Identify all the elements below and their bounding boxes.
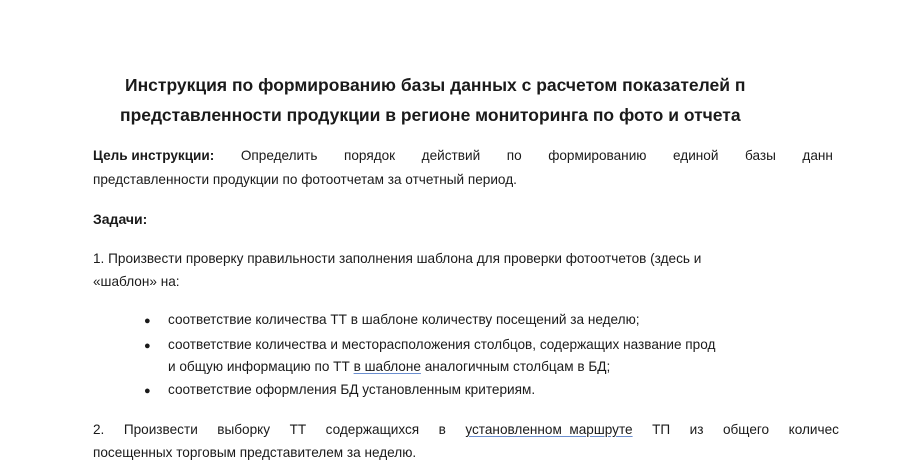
bullet-item-2-text-end: аналогичным столбцам в БД; <box>420 359 611 374</box>
goal-label: Цель инструкции: <box>93 148 215 163</box>
task-2-line-1 <box>93 422 839 437</box>
goal-line-1 <box>93 148 833 163</box>
goal-word: по <box>506 148 522 163</box>
spellcheck-underlined-text: установленном маршруте <box>465 422 633 437</box>
task-2-word: из <box>689 422 704 437</box>
bullet-item-2-line-2 <box>168 359 610 374</box>
goal-word: формированию <box>548 148 647 163</box>
bullet-item-2-line-1: соответствие количества и месторасположения столбцов, содержащих название прод <box>168 337 716 352</box>
spellcheck-underlined-text: в шаблоне <box>353 359 421 374</box>
bullet-dot-icon: ● <box>144 340 151 352</box>
task-2-word: в <box>438 422 446 437</box>
title-line-2: представленности продукции в регионе мониторинга по фото и отчета <box>120 105 741 125</box>
bullet-item-1: соответствие количества ТТ в шаблоне количеству посещений за неделю; <box>168 312 640 327</box>
task-2-word: 2. <box>93 422 105 437</box>
goal-word: порядок <box>344 148 396 163</box>
bullet-item-3: соответствие оформления БД установленным критериям. <box>168 382 536 397</box>
task-2-line-2: посещенных торговым представителем за неделю. <box>93 445 417 460</box>
tasks-heading: Задачи: <box>93 211 148 227</box>
task-2-word: ТТ <box>289 422 307 437</box>
task-2-word: выборку <box>217 422 271 437</box>
task-1-line-1: 1. Произвести проверку правильности заполнения шаблона для проверки фотоотчетов (здесь и <box>93 251 702 266</box>
bullet-item-2-text: и общую информацию по ТТ <box>168 359 354 374</box>
goal-word: действий <box>421 148 481 163</box>
task-2-word: количес <box>788 422 839 437</box>
task-1-line-2: «шаблон» на: <box>93 274 180 289</box>
task-2-word: ТП <box>652 422 671 437</box>
title-line-1: Инструкция по формированию базы данных с расчетом показателей п <box>125 75 746 95</box>
goal-word: данн <box>802 148 833 163</box>
document-title <box>0 70 900 130</box>
goal-word: единой <box>673 148 719 163</box>
goal-line-2: представленности продукции по фотоотчетам за отчетный период. <box>93 172 517 187</box>
task-2-word: общего <box>722 422 770 437</box>
task-2-word: Произвести <box>123 422 198 437</box>
bullet-dot-icon: ● <box>144 315 151 327</box>
goal-word: Определить <box>240 148 318 163</box>
bullet-dot-icon: ● <box>144 385 151 397</box>
goal-word: базы <box>745 148 776 163</box>
task-2-word: содержащихся <box>325 422 420 437</box>
